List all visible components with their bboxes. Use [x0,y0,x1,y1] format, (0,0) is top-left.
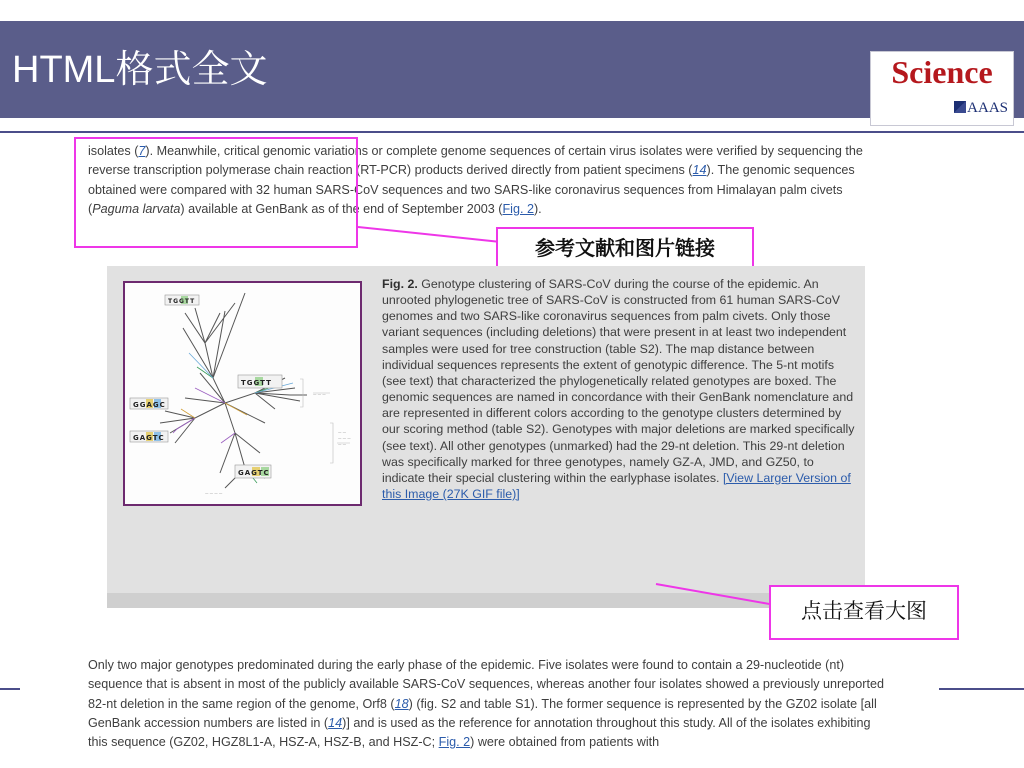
reference-link-14[interactable]: 14 [328,715,343,730]
figure-caption [382,276,858,502]
motif-label: GAGTC [238,469,270,477]
text-run: ). Meanwhile, critical genomic variations or complete genome sequences of certain virus isolates were verified by sequencing the reverse transcription polymerase chain reaction (RT-PCR) products derived directly from patient specimens ( [88,144,863,178]
text-run: )] and is used as the reference for annotation throughout this study. All of the isolates exhibiting this sequence (GZ02, HGZ8L1-A, HSZ-A, HSZ-B, and HSZ-C; [88,715,871,750]
reference-link-7[interactable]: 7 [138,144,146,158]
slide-title: HTML格式全文 [12,49,268,91]
svg-text:— — —: — — — [338,436,351,440]
figure-link[interactable]: Fig. 2 [502,201,534,216]
figure-caption-text: Genotype clustering of SARS-CoV during the course of the epidemic. An unrooted phylogenetic tree of SARS-CoV is constructed from 61 human SARS-CoV genomes and two SARS-like coronavirus sequences from palm civets. Only those variant sequences (including deletions) that were present in at least two independent samples were used for tree construction (table S2). The map distance between individual sequences represents the extent of genotypic difference. The 5-nt motifs (see text) that characterized the phylogenetically related genotypes are boxed. The genomic sequences are named in concordance with their GenBank nomenclature and are represented in different colors according to the genotype clusters determined by our scoring method (table S2). Genotypes with major deletions are marked specifically (see text). All other genotypes (unmarked) had the 29-nt deletion. This 29-nt deletion was specifically marked for three genotypes, namely GZ-A, JMD, and GZ50, to indicate their special clustering within the earlyphase isolates. [382,277,855,485]
phylogenetic-tree-image [125,283,360,504]
motif-label: GAGTC [133,434,165,442]
text-run: ) were obtained from patients with [470,735,660,750]
highlight-box-references [74,137,358,248]
reference-link-18[interactable]: 18 [394,696,409,711]
logo-science-text: Science [891,54,993,90]
text-run: isolates ( [88,144,139,158]
slide-header [0,21,1024,118]
side-rule-right [939,688,1024,690]
header-rule [0,131,1024,133]
text-run: ). [533,201,542,216]
figure-link[interactable]: Fig. 2 [438,735,471,750]
text-run: Only two major genotypes predominated during the early phase of the epidemic. Five isolates were found to contain a 29-nucleotide (nt) sequence that is absent in most of the publicly available SARS-CoV sequences, whereas another four isolates showed a previously unreported 82-nt deletion in the same region of the genome, Orf8 ( [88,658,884,711]
view-larger-image-link[interactable]: [View Larger Version of this Image (27K GIF file)] [382,470,851,502]
figure-label: Fig. 2. [382,277,418,291]
science-logo [870,51,1014,126]
svg-text:— —: — — [338,442,347,446]
logo-aaas [954,98,1008,118]
aaas-mark-icon [954,101,966,113]
motif-label: TGGTT [168,298,196,305]
text-run: ) (fig. S2 and table S1). The former sequence is represented by the GZ02 isolate [all GenBank accession numbers are listed in ( [88,696,877,730]
article-paragraph-bottom [88,656,888,752]
svg-text:— — — —: — — — — [205,491,223,495]
callout-references: 参考文献和图片链接 [496,227,754,269]
motif-label: TGGTT [241,379,272,387]
text-run: ) available at GenBank as of the end of September 2003 ( [180,201,503,216]
reference-link-14[interactable]: 14 [692,163,707,178]
svg-text:— —: — — [338,430,347,434]
callout-enlarge: 点击查看大图 [769,585,959,640]
callout-leader-references [358,226,497,243]
motif-label: GGAGC [133,401,166,409]
side-rule-left [0,688,20,690]
logo-aaas-text: AAAS [967,100,1008,116]
species-name: Paguma larvata [92,201,181,216]
svg-text:— — —: — — — [313,392,326,396]
figure-thumbnail[interactable] [123,281,362,506]
text-run: ). The genomic sequences obtained were compared with 32 human SARS-CoV sequences and two SARS-like coronavirus sequences from Himalayan palm civets ( [88,163,855,216]
